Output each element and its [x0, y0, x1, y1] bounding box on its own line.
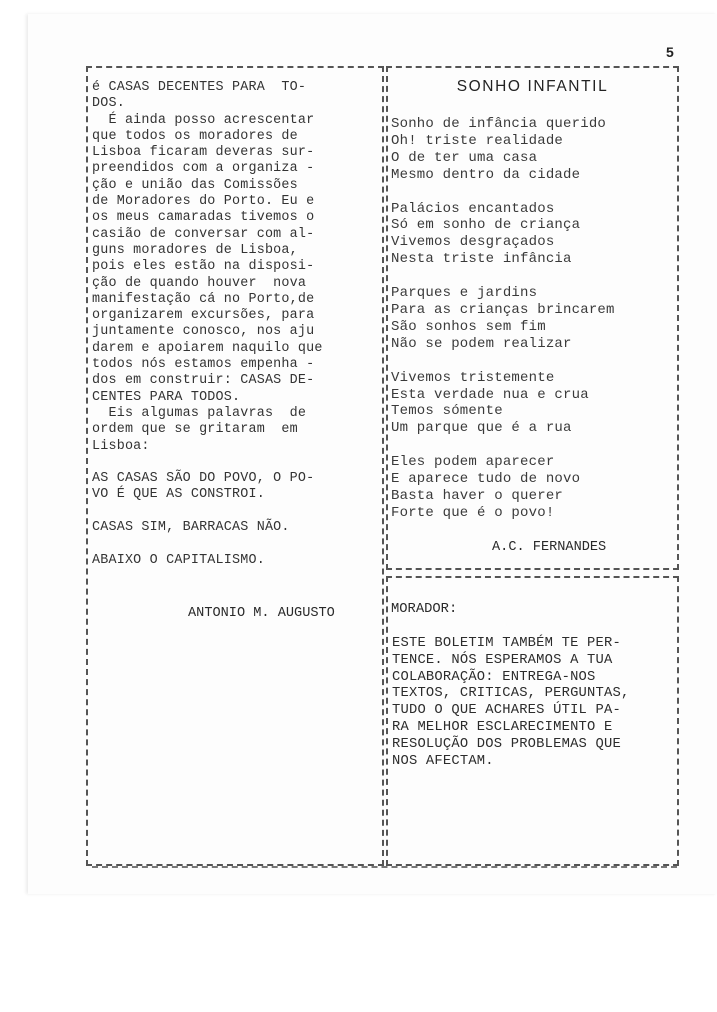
left-article-line: darem e apoiarem naquilo que	[92, 340, 323, 356]
poem-line	[391, 437, 615, 454]
left-article-line: organizarem excursões, para	[92, 308, 315, 324]
poem-line: Só em sonho de criança	[391, 217, 581, 234]
poem-line: Eles podem aparecer	[391, 454, 555, 471]
notice-heading: MORADOR:	[391, 602, 458, 617]
poem-line: Vivemos tristemente	[391, 369, 555, 386]
left-article-body	[92, 80, 323, 569]
left-article-line: de Moradores do Porto. Eu e	[92, 194, 315, 210]
left-article-line: guns moradores de Lisboa,	[92, 242, 298, 258]
left-article-line: ABAIXO O CAPITALISMO.	[92, 552, 265, 568]
poem-line: Palácios encantados	[391, 200, 555, 217]
poem-line: Mesmo dentro da cidade	[391, 166, 581, 183]
notice-line: TEXTOS, CRITICAS, PERGUNTAS,	[392, 686, 630, 702]
poem-line: Temos sómente	[391, 403, 503, 420]
left-article-line: Eis algumas palavras de	[92, 405, 307, 421]
notice-body	[392, 636, 629, 770]
poem-line: Esta verdade nua e crua	[391, 386, 589, 403]
poem-author: A.C. FERNANDES	[492, 540, 607, 555]
left-article-line: manifestação cá no Porto,de	[92, 291, 315, 307]
left-article-line: todos nós estamos empenha -	[92, 357, 315, 373]
poem-line	[391, 268, 615, 285]
poem-line: Não se podem realizar	[391, 335, 572, 352]
poem-line: Parques e jardins	[391, 285, 538, 302]
left-article-line: CASAS SIM, BARRACAS NÃO.	[92, 520, 290, 536]
notice-line: TUDO O QUE ACHARES ÚTIL PA-	[392, 703, 621, 719]
poem-line	[391, 353, 615, 370]
notice-line: RA MELHOR ESCLARECIMENTO E	[392, 719, 613, 735]
poem-line: Forte que é o povo!	[391, 504, 555, 521]
poem-line: São sonhos sem fim	[391, 318, 546, 335]
page-number: 5	[666, 44, 674, 60]
left-article-line: preendidos com a organiza -	[92, 161, 315, 177]
left-article-line	[92, 536, 323, 552]
left-article-line: AS CASAS SÃO DO POVO, O PO-	[92, 471, 315, 487]
left-article-line: ordem que se gritaram em	[92, 422, 298, 438]
left-article-line	[92, 504, 323, 520]
poem-line: Nesta triste infância	[391, 251, 572, 268]
left-article-line: dos em construir: CASAS DE-	[92, 373, 315, 389]
poem-line: Basta haver o querer	[391, 487, 564, 504]
poem-line: Oh! triste realidade	[391, 132, 564, 149]
poem-line	[391, 184, 615, 201]
left-article-line: VO É QUE AS CONSTROI.	[92, 487, 265, 503]
notice-line: RESOLUÇÃO DOS PROBLEMAS QUE	[392, 736, 621, 752]
left-article-line: pois eles estão na disposi-	[92, 259, 315, 275]
notice-line: ESTE BOLETIM TAMBÉM TE PER-	[392, 636, 621, 651]
poem-body	[391, 116, 615, 522]
bottom-divider	[92, 866, 677, 868]
left-article-line: DOS.	[92, 96, 125, 112]
left-article-line: é CASAS DECENTES PARA TO-	[92, 80, 307, 95]
poem-line: Vivemos desgraçados	[391, 234, 555, 251]
left-article-line: os meus camaradas tivemos o	[92, 210, 315, 226]
notice-line: COLABORAÇÃO: ENTREGA-NOS	[392, 669, 596, 685]
left-article-line: casião de conversar com al-	[92, 226, 315, 242]
left-article-line: CENTES PARA TODOS.	[92, 389, 241, 405]
left-article-line: É ainda posso acrescentar	[92, 112, 315, 128]
poem-title: SONHO INFANTIL	[456, 78, 609, 95]
left-article-line: juntamente conosco, nos aju	[92, 324, 315, 340]
left-article-line: ção de quando houver nova	[92, 275, 307, 291]
left-article-line: que todos os moradores de	[92, 128, 298, 144]
poem-line: O de ter uma casa	[391, 149, 538, 166]
poem-line: Um parque que é a rua	[391, 420, 572, 437]
left-article-line: Lisboa ficaram deveras sur-	[92, 145, 315, 161]
poem-line: Sonho de infância querido	[391, 116, 607, 132]
left-article-line: Lisboa:	[92, 438, 150, 454]
notice-line: TENCE. NÓS ESPERAMOS A TUA	[392, 652, 613, 668]
poem-line: Para as crianças brincarem	[391, 301, 615, 318]
left-article-author: ANTONIO M. AUGUSTO	[188, 606, 335, 621]
notice-line: NOS AFECTAM.	[392, 753, 494, 769]
poem-line: E aparece tudo de novo	[391, 471, 581, 488]
left-article-line: ção e união das Comissões	[92, 177, 298, 193]
left-article-line	[92, 455, 323, 471]
